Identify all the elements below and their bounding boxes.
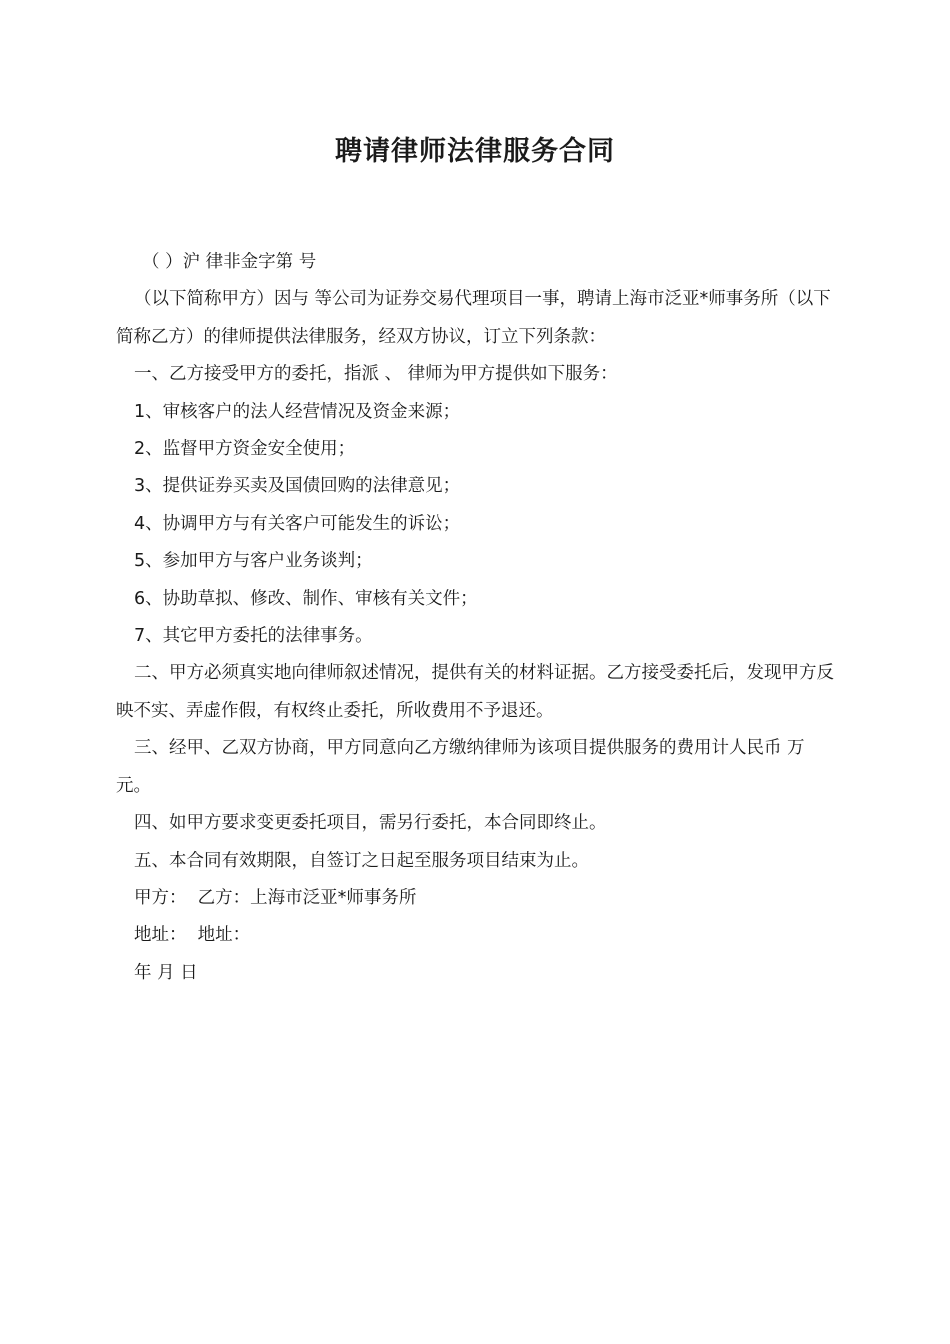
service-item-6: 6、协助草拟、修改、制作、审核有关文件； [134, 588, 478, 609]
service-item-2: 2、监督甲方资金安全使用； [134, 439, 356, 460]
service-item-7: 7、其它甲方委托的法律事务。 [134, 626, 373, 647]
signature-date: 年 月 日 [134, 962, 198, 983]
signature-addresses: 地址： 地址： [134, 925, 251, 946]
clause-four: 四、如甲方要求变更委托项目，需另行委托，本合同即终止。 [134, 813, 607, 834]
clause-two: 二、甲方必须真实地向律师叙述情况，提供有关的材料证据。乙方接受委托后，发现甲方反映不实、弄虚作假，有权终止委托，所收费用不予退还。 [116, 663, 834, 721]
contract-reference-number: （ ）沪 律非金字第 号 [142, 252, 317, 272]
document-title: 聘请律师法律服务合同 [335, 136, 615, 167]
service-item-1: 1、审核客户的法人经营情况及资金来源； [134, 401, 461, 422]
service-item-3: 3、提供证券买卖及国债回购的法律意见； [134, 476, 461, 497]
service-item-5: 5、参加甲方与客户业务谈判； [134, 551, 373, 572]
signature-parties: 甲方： 乙方：上海市泛亚*师事务所 [134, 887, 417, 908]
clause-five: 五、本合同有效期限，自签订之日起至服务项目结束为止。 [134, 850, 589, 871]
clause-three: 三、经甲、乙双方协商，甲方同意向乙方缴纳律师为该项目提供服务的费用计人民币 万元。 [116, 738, 805, 796]
document-body [116, 244, 836, 992]
service-item-4: 4、协调甲方与有关客户可能发生的诉讼； [134, 513, 461, 534]
clause-one: 一、乙方接受甲方的委托，指派 、 律师为甲方提供如下服务： [134, 364, 618, 385]
contract-preamble: （以下简称甲方）因与 等公司为证券交易代理项目一事，聘请上海市泛亚*师事务所（以下简称乙方）的律师提供法律服务，经双方协议，订立下列条款： [116, 289, 831, 347]
